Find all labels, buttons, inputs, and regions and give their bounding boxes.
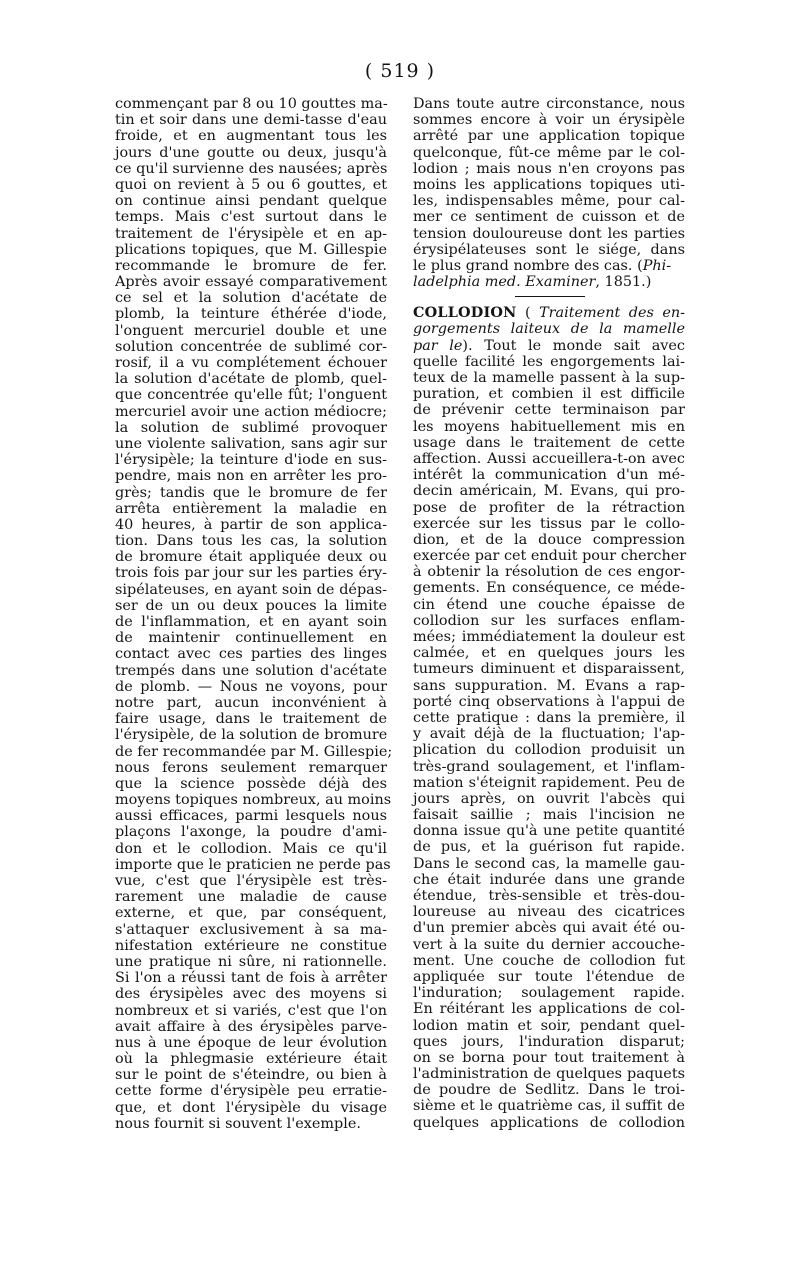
text-line: ques jours, l'induration disparut; — [413, 1033, 685, 1050]
text-line: sommes encore à voir un érysipèle — [413, 112, 685, 129]
text-line: que concentrée qu'elle fût; l'onguent — [115, 387, 387, 404]
text-line: aussi efficaces, parmi lesquels nous — [115, 808, 387, 825]
article-title-line-2 — [413, 321, 685, 337]
text-line: nous fournit si souvent l'exemple. — [115, 1115, 361, 1132]
text-line: traitement de l'érysipèle et en ap- — [115, 225, 387, 242]
text-line: avait affaire à des érysipèles parve- — [115, 1018, 387, 1035]
text-line: Dans toute autre circonstance, nous — [413, 96, 685, 112]
text-line: Si l'on a réussi tant de fois à arrêter — [115, 970, 387, 987]
text-line: érysipélateuses sont le siége, dans — [413, 241, 685, 258]
text-line: Après avoir essayé comparativement — [115, 274, 387, 291]
right-column — [413, 96, 685, 1131]
right-column-top-text — [413, 96, 685, 258]
text-line: cette forme d'érysipèle peu erratie- — [115, 1083, 387, 1100]
text-line: trempés dans une solution d'acétate — [115, 662, 387, 679]
text-line: quelques applications de collodion — [413, 1114, 685, 1131]
text-line: nombreux et si variés, c'est que l'on — [115, 1002, 387, 1019]
text-line: très-grand soulagement, et l'inflam- — [413, 758, 685, 775]
left-column — [115, 96, 393, 1132]
text-line: ce sel et la solution d'acétate de — [115, 290, 387, 307]
text-line: de maintenir continuellement en — [115, 630, 387, 647]
article-title-line-3 — [413, 338, 685, 354]
text-line: pose de profiter de la rétraction — [413, 499, 685, 516]
text-line: recommande le bromure de fer. — [115, 257, 387, 274]
article-heading: COLLODION — [413, 304, 517, 322]
text-line: ment. Une couche de collodion fut — [413, 952, 685, 969]
citation-line-1 — [413, 258, 685, 274]
article-title-line2: gorgements laiteux de la mamelle — [413, 321, 685, 338]
text-line: que la science possède déjà des — [115, 775, 387, 792]
text-line: 40 heures, à partir de son applica- — [115, 516, 387, 533]
text-line: l'onguent mercuriel double et une — [115, 322, 387, 339]
text-line: des érysipèles avec des moyens si — [115, 986, 387, 1003]
text-line: grès; tandis que le bromure de fer — [115, 484, 387, 501]
text-line: arrêté par une application topique — [413, 128, 685, 145]
text-line: arrêta entièrement la maladie en — [115, 500, 387, 517]
text-line: jours d'une goutte ou deux, jusqu'à — [115, 144, 387, 161]
text-line: appliquée sur toute l'étendue de — [413, 968, 685, 985]
text-line: l'induration; soulagement rapide. — [413, 985, 685, 1002]
text-line: à obtenir la résolution de ces engor- — [413, 564, 685, 581]
text-line: les moyens habituellement mis en — [413, 418, 685, 435]
text-line: vert à la suite du dernier accouche- — [413, 936, 685, 953]
text-line: tin et soir dans une demi-tasse d'eau — [115, 112, 387, 129]
article-title-line3-rest: ). Tout le monde sait avec — [462, 337, 685, 354]
text-line: tumeurs diminuent et disparaissent, — [413, 661, 685, 678]
text-line: rosif, il a vu complétement échouer — [115, 355, 387, 371]
text-line: plications topiques, que M. Gillespie — [115, 241, 387, 258]
text-line: importe que le praticien ne perde pas — [115, 856, 391, 873]
section-divider — [515, 296, 585, 297]
text-line: de plomb. — Nous ne voyons, pour — [115, 678, 387, 695]
text-line: nous ferons seulement remarquer — [115, 759, 387, 776]
text-line: de prévenir cette terminaison par — [413, 402, 685, 419]
text-line: quelconque, fût-ce même par le col- — [413, 144, 685, 161]
citation-year: , 1851.) — [595, 274, 652, 291]
text-line: pendre, mais non en arrêter les pro- — [115, 468, 387, 485]
text-line: temps. Mais c'est surtout dans le — [115, 209, 387, 226]
text-line: sième et le quatrième cas, il suffit de — [413, 1098, 685, 1115]
text-line: puration, et combien il est difficile — [413, 386, 685, 403]
text-line: donna issue qu'à une petite quantité — [413, 823, 685, 840]
text-line: gements. En conséquence, ce méde- — [413, 580, 685, 597]
text-line: porté cinq observations à l'appui de — [413, 693, 685, 710]
text-line: de pus, et la guérison fut rapide. — [413, 839, 685, 856]
text-line: mer ce sentiment de cuisson et de — [413, 209, 685, 226]
text-line: que, et dont l'érysipèle du visage — [115, 1099, 387, 1116]
text-line: mation s'éteignit rapidement. Peu de — [413, 774, 685, 791]
text-line: d'un premier abcès qui avait été ou- — [413, 920, 685, 937]
text-line: où la phlegmasie extérieure était — [115, 1051, 387, 1068]
text-line: les, indispensables même, pour cal- — [413, 193, 685, 210]
article-heading-line — [413, 305, 685, 321]
text-line: l'érysipèle; la teinture d'iode en sus- — [115, 452, 387, 469]
text-line: quelle facilité les engorgements lai- — [413, 353, 685, 370]
text-line: En réitérant les applications de col- — [413, 1001, 685, 1018]
text-line: on se borna pour tout traitement à — [413, 1049, 685, 1066]
text-line: teux de la mamelle passent à la sup- — [413, 370, 685, 386]
text-line: Dans le second cas, la mamelle gau- — [413, 855, 685, 872]
text-line: faisait saillie ; mais l'incision ne — [413, 807, 685, 824]
citation-prefix: le plus grand nombre des cas. ( — [413, 257, 643, 274]
text-line: rarement une maladie de cause — [115, 889, 387, 906]
text-line: calmée, et en quelques jours les — [413, 645, 685, 662]
text-line: faire usage, dans le traitement de — [115, 711, 387, 728]
text-line: usage dans le traitement de cette — [413, 434, 685, 451]
text-line: nus à une époque de leur évolution — [115, 1034, 387, 1051]
citation-journal-part2: ladelphia med. Examiner — [413, 274, 596, 291]
text-line: plaçons l'axonge, la poudre d'ami- — [115, 824, 387, 841]
text-line: externe, et que, par conséquent, — [115, 905, 387, 922]
text-line: de fer recommandée par M. Gillespie; — [115, 743, 393, 760]
text-line: la solution de sublimé provoquer — [115, 419, 387, 436]
text-line: decin américain, M. Evans, qui pro- — [413, 483, 685, 500]
text-line: tension douloureuse dont les parties — [413, 225, 685, 242]
text-line: la solution d'acétate de plomb, quel- — [115, 371, 387, 388]
text-line: l'érysipèle, de la solution de bromure — [115, 727, 388, 744]
text-line: une pratique ni sûre, ni rationnelle. — [115, 953, 387, 970]
text-line: cette pratique : dans la première, il — [413, 709, 685, 726]
text-line: froide, et en augmentant tous les — [115, 128, 387, 145]
page-number: ( 519 ) — [364, 60, 436, 82]
citation-line-2 — [413, 274, 685, 290]
text-line: exercée par cet enduit pour chercher — [413, 548, 687, 565]
article-title-line1: Traitement des en- — [539, 305, 685, 322]
text-line: étendue, très-sensible et très-dou- — [413, 888, 685, 904]
text-line: loureuse au niveau des cicatrices — [413, 904, 685, 921]
text-line: de bromure était appliquée deux ou — [115, 549, 387, 566]
text-line: trois fois par jour sur les parties éry- — [115, 565, 387, 582]
text-line: nifestation extérieure ne constitue — [115, 937, 387, 954]
text-line: jours après, on ouvrit l'abcès qui — [413, 790, 685, 807]
text-line: moins les applications topiques uti- — [413, 176, 685, 193]
text-line: collodion sur les surfaces enflam- — [413, 612, 685, 629]
text-line: ser de un ou deux pouces la limite — [115, 597, 387, 614]
text-line: tion. Dans tous les cas, la solution — [115, 533, 387, 550]
text-line: mercuriel avoir une action médiocre; — [115, 403, 387, 420]
text-line: on continue ainsi pendant quelque — [115, 193, 387, 210]
text-line: don et le collodion. Mais ce qu'il — [115, 840, 387, 857]
text-line: vue, c'est que l'érysipèle est très- — [115, 873, 387, 889]
text-line: notre part, aucun inconvénient à — [115, 694, 387, 711]
text-line: une violente salivation, sans agir sur — [115, 435, 387, 452]
text-line: plication du collodion produisit un — [413, 742, 685, 759]
text-line: che était indurée dans une grande — [413, 871, 685, 888]
text-line: sans suppuration. M. Evans a rap- — [413, 677, 685, 694]
text-line: commençant par 8 ou 10 gouttes ma- — [115, 96, 388, 112]
text-line: l'administration de quelques paquets — [413, 1066, 685, 1083]
text-line: de poudre de Sedlitz. Dans le troi- — [413, 1082, 685, 1099]
article-title-line3-italic: par le — [413, 337, 463, 354]
text-line: moyens topiques nombreux, au moins — [115, 792, 392, 809]
text-line: contact avec ces parties des linges — [115, 646, 387, 663]
text-line: exercée sur les tissus par le collo- — [413, 515, 685, 532]
text-line: sipélateuses, en ayant soin de dépas- — [115, 581, 387, 598]
right-column-body-text — [413, 354, 685, 1131]
text-line: dion, et de la douce compression — [413, 531, 685, 548]
text-line: plomb, la teinture éthérée d'iode, — [115, 306, 387, 323]
text-line: s'attaquer exclusivement à sa ma- — [115, 921, 387, 938]
text-line: lodion matin et soir, pendant quel- — [413, 1017, 685, 1034]
text-line: mées; immédiatement la douleur est — [413, 629, 685, 645]
citation-journal-part1: Phi- — [642, 257, 672, 274]
text-line: sur le point de s'éteindre, ou bien à — [115, 1067, 387, 1084]
article-open-paren: ( — [524, 305, 540, 322]
text-line: solution concentrée de sublimé cor- — [115, 338, 387, 355]
text-line: de l'inflammation, et en ayant soin — [115, 614, 387, 630]
text-line: quoi on revient à 5 ou 6 gouttes, et — [115, 176, 387, 193]
text-line: lodion ; mais nous n'en croyons pas — [413, 160, 685, 177]
text-line: affection. Aussi accueillera-t-on avec — [413, 450, 685, 467]
text-line: cin étend une couche épaisse de — [413, 596, 685, 613]
text-line: intérêt la communication d'un mé- — [413, 467, 685, 484]
text-line: ce qu'il survienne des nausées; après — [115, 160, 388, 177]
text-line: y avait déjà de la fluctuation; l'ap- — [413, 726, 685, 743]
